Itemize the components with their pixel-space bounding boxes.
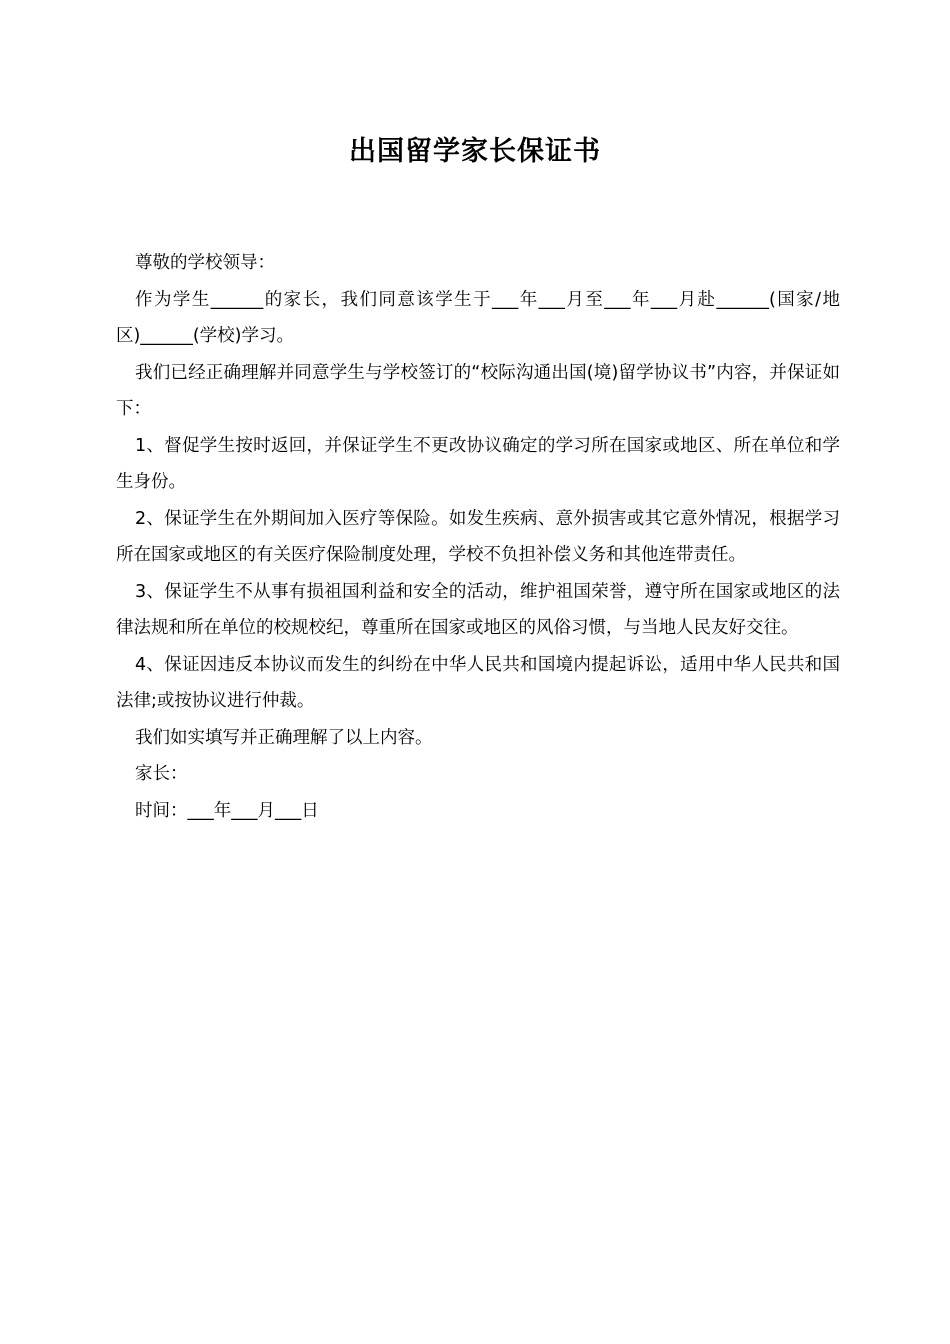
date-line: 时间：___年___月___日 (135, 800, 319, 821)
clause-2: 2、保证学生在外期间加入医疗等保险。如发生疾病、意外损害或其它意外情况，根据学习所在国家或地区的有关医疗保险制度处理，学校不负担补偿义务和其他连带责任。 (116, 508, 840, 565)
clause-4: 4、保证因违反本协议而发生的纠纷在中华人民共和国境内提起诉讼，适用中华人民共和国法律;或按协议进行仲裁。 (116, 654, 840, 711)
consent-paragraph: 作为学生______的家长，我们同意该学生于___年___月至___年___月赴______(国家/地区)______(学校)学习。 (116, 289, 840, 346)
parent-signature-line: 家长： (135, 764, 188, 784)
document-body (116, 245, 840, 829)
salutation: 尊敬的学校领导： (135, 253, 275, 273)
confirmation-statement: 我们如实填写并正确理解了以上内容。 (135, 727, 433, 748)
document-title: 出国留学家长保证书 (349, 136, 601, 167)
clause-1: 1、督促学生按时返回，并保证学生不更改协议确定的学习所在国家或地区、所在单位和学生身份。 (116, 435, 840, 492)
clause-3: 3、保证学生不从事有损祖国利益和安全的活动，维护祖国荣誉，遵守所在国家或地区的法律法规和所在单位的校规校纪，尊重所在国家或地区的风俗习惯，与当地人民友好交往。 (116, 581, 840, 638)
agreement-paragraph: 我们已经正确理解并同意学生与学校签订的“校际沟通出国(境)留学协议书”内容，并保证如下： (116, 362, 840, 419)
